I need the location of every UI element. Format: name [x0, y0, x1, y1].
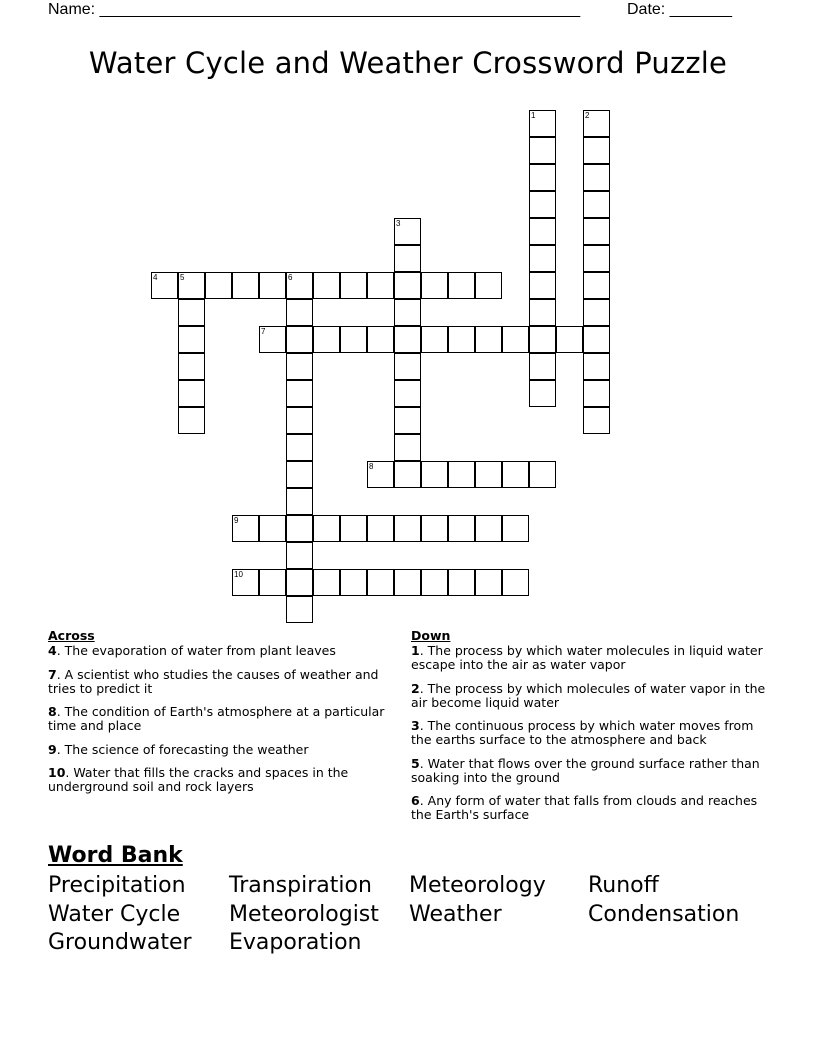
clue-number: 6 [288, 273, 293, 282]
clue-down-2: 2. The process by which molecules of water vapor in the air become liquid water [411, 680, 766, 710]
crossword-cell[interactable] [421, 461, 448, 488]
crossword-cell[interactable] [286, 407, 313, 434]
crossword-cell[interactable] [421, 272, 448, 299]
crossword-cell[interactable] [394, 380, 421, 407]
crossword-cell[interactable] [286, 353, 313, 380]
crossword-cell[interactable] [313, 272, 340, 299]
crossword-cell[interactable] [151, 272, 178, 299]
crossword-cell[interactable] [259, 272, 286, 299]
crossword-cell[interactable] [367, 569, 394, 596]
crossword-cell[interactable] [502, 515, 529, 542]
crossword-cell[interactable] [529, 245, 556, 272]
crossword-cell[interactable] [259, 569, 286, 596]
crossword-cell[interactable] [529, 272, 556, 299]
clue-number: 5 [180, 273, 185, 282]
word-bank-item: Transpiration [229, 873, 372, 898]
crossword-cell[interactable] [367, 326, 394, 353]
crossword-cell[interactable] [583, 245, 610, 272]
crossword-cell[interactable] [529, 326, 556, 353]
crossword-cell[interactable] [529, 137, 556, 164]
crossword-cell[interactable] [394, 434, 421, 461]
crossword-cell[interactable] [529, 353, 556, 380]
clue-number: 1 [531, 111, 536, 120]
crossword-cell[interactable] [178, 380, 205, 407]
crossword-cell[interactable] [502, 569, 529, 596]
clue-number: 8 [369, 462, 374, 471]
crossword-cell[interactable] [421, 515, 448, 542]
crossword-cell[interactable] [178, 353, 205, 380]
crossword-cell[interactable] [313, 326, 340, 353]
crossword-cell[interactable] [367, 272, 394, 299]
across-heading: Across [48, 628, 95, 643]
crossword-cell[interactable] [178, 299, 205, 326]
crossword-cell[interactable] [529, 380, 556, 407]
crossword-cell[interactable] [421, 326, 448, 353]
crossword-cell[interactable] [529, 191, 556, 218]
crossword-cell[interactable] [286, 326, 313, 353]
crossword-cell[interactable] [448, 569, 475, 596]
crossword-cell[interactable] [502, 326, 529, 353]
crossword-cell[interactable] [286, 542, 313, 569]
crossword-cell[interactable] [394, 461, 421, 488]
word-bank-title: Word Bank [48, 843, 183, 868]
crossword-cell[interactable] [178, 326, 205, 353]
crossword-cell[interactable] [583, 407, 610, 434]
clue-number: 4 [153, 273, 158, 282]
word-bank-item: Meteorologist [229, 902, 379, 927]
crossword-cell[interactable] [583, 353, 610, 380]
crossword-cell[interactable] [583, 191, 610, 218]
crossword-cell[interactable] [583, 137, 610, 164]
word-bank-item: Precipitation [48, 873, 186, 898]
clue-across-4: 4. The evaporation of water from plant leaves [48, 643, 336, 658]
word-bank-item: Condensation [588, 902, 740, 927]
clue-down-1: 1. The process by which water molecules in liquid water escape into the air as water vapor [411, 643, 763, 672]
crossword-cell[interactable] [502, 461, 529, 488]
word-bank-item: Evaporation [229, 930, 362, 955]
crossword-cell[interactable] [394, 353, 421, 380]
crossword-cell[interactable] [205, 272, 232, 299]
word-bank-item: Water Cycle [48, 902, 181, 927]
clue-across-8: 8. The condition of Earth's atmosphere at a particular time and place [48, 704, 385, 733]
clue-number: 9 [234, 516, 239, 525]
word-bank-item: Meteorology [409, 873, 546, 898]
crossword-cell[interactable] [259, 326, 286, 353]
crossword-cell[interactable] [340, 569, 367, 596]
crossword-cell[interactable] [394, 299, 421, 326]
crossword-cell[interactable] [556, 326, 583, 353]
crossword-cell[interactable] [583, 218, 610, 245]
word-bank-item: Groundwater [48, 930, 192, 955]
crossword-cell[interactable] [583, 110, 610, 137]
crossword-cell[interactable] [448, 515, 475, 542]
crossword-cell[interactable] [394, 245, 421, 272]
crossword-cell[interactable] [259, 515, 286, 542]
crossword-cell[interactable] [394, 515, 421, 542]
clue-down-3: 3. The continuous process by which water moves from the earths surface to the atmosphere and back [411, 718, 754, 747]
crossword-cell[interactable] [340, 326, 367, 353]
clue-across-10: 10. Water that fills the cracks and spaces in the underground soil and rock layers [48, 765, 349, 794]
word-bank-item: Runoff [588, 873, 659, 898]
clue-number: 10 [234, 570, 243, 579]
crossword-cell[interactable] [286, 488, 313, 515]
down-clues [411, 629, 771, 832]
crossword-cell[interactable] [583, 164, 610, 191]
crossword-cell[interactable] [475, 272, 502, 299]
crossword-cell[interactable] [394, 407, 421, 434]
crossword-cell[interactable] [340, 272, 367, 299]
crossword-cell[interactable] [286, 515, 313, 542]
clue-across-7: 7. A scientist who studies the causes of weather and tries to predict it [48, 666, 379, 696]
date-field: Date: _______ [627, 1, 732, 18]
crossword-cell[interactable] [394, 569, 421, 596]
crossword-cell[interactable] [583, 272, 610, 299]
across-clues [48, 629, 388, 804]
crossword-cell[interactable] [313, 569, 340, 596]
crossword-cell[interactable] [232, 515, 259, 542]
crossword-cell[interactable] [475, 461, 502, 488]
crossword-cell[interactable] [583, 299, 610, 326]
crossword-cell[interactable] [340, 515, 367, 542]
clue-down-5: 5. Water that flows over the ground surface rather than soaking into the ground [411, 755, 760, 785]
crossword-cell[interactable] [286, 272, 313, 299]
crossword-cell[interactable] [529, 110, 556, 137]
crossword-cell[interactable] [448, 272, 475, 299]
crossword-cell[interactable] [367, 461, 394, 488]
crossword-cell[interactable] [448, 461, 475, 488]
crossword-cell[interactable] [232, 272, 259, 299]
word-bank-item: Weather [409, 902, 502, 927]
crossword-cell[interactable] [394, 218, 421, 245]
crossword-cell[interactable] [367, 515, 394, 542]
crossword-cell[interactable] [529, 461, 556, 488]
name-field: Name: ______________________________________________________ [48, 1, 581, 18]
crossword-cell[interactable] [583, 326, 610, 353]
crossword-cell[interactable] [475, 326, 502, 353]
crossword-cell[interactable] [475, 515, 502, 542]
crossword-cell[interactable] [286, 434, 313, 461]
clue-across-9: 9. The science of forecasting the weather [48, 741, 309, 757]
crossword-cell[interactable] [286, 380, 313, 407]
crossword-cell[interactable] [529, 299, 556, 326]
crossword-cell[interactable] [178, 407, 205, 434]
crossword-cell[interactable] [448, 326, 475, 353]
clue-down-6: 6. Any form of water that falls from clouds and reaches the Earth's surface [411, 793, 758, 822]
crossword-cell[interactable] [286, 596, 313, 623]
clue-number: 2 [585, 111, 590, 120]
crossword-cell[interactable] [232, 569, 259, 596]
crossword-cell[interactable] [394, 272, 421, 299]
crossword-cell[interactable] [286, 299, 313, 326]
crossword-cell[interactable] [286, 569, 313, 596]
crossword-cell[interactable] [178, 272, 205, 299]
crossword-cell[interactable] [529, 164, 556, 191]
crossword-cell[interactable] [421, 569, 448, 596]
crossword-cell[interactable] [313, 515, 340, 542]
crossword-cell[interactable] [394, 326, 421, 353]
crossword-cell[interactable] [475, 569, 502, 596]
clue-number: 7 [261, 327, 266, 336]
crossword-cell[interactable] [583, 380, 610, 407]
clue-number: 3 [396, 219, 401, 228]
crossword-cell[interactable] [529, 218, 556, 245]
crossword-cell[interactable] [286, 461, 313, 488]
page-title: Water Cycle and Weather Crossword Puzzle [88, 46, 728, 80]
down-heading: Down [411, 628, 451, 643]
